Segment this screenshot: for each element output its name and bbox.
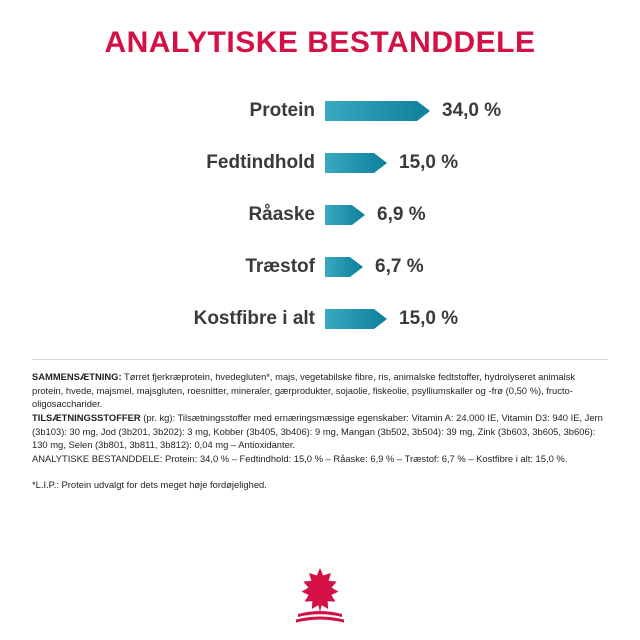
footnote: *L.I.P.: Protein udvalgt for dets meget høje fordøjelighed.: [32, 479, 267, 491]
arrow-bar-icon: [325, 309, 387, 329]
table-row: [40, 293, 600, 345]
arrow-bar-icon: [325, 101, 430, 121]
analysis-rows: [0, 85, 640, 345]
row-value: 15,0 %: [399, 308, 459, 329]
row-label: Kostfibre i alt: [193, 308, 315, 329]
bar-arrow-container: [325, 205, 365, 225]
table-row: [40, 241, 600, 293]
royal-canin-crown-logo: [0, 566, 640, 624]
crown-icon: [288, 566, 352, 624]
arrow-bar-icon: [325, 257, 363, 277]
additives-body: (pr. kg): Tilsætningsstoffer med ernæringsmæssige egenskaber: Vitamin A: 24.000 IE, Vitamin D3: 940 IE, Jern (3b103): 30 mg, Jod (3b201, 3b202): 3 mg, Kobber (3b405, 3b406): 9 mg, Mangan (3b502, 3b504): 39 mg, Zink (3b603, 3b605, 3b606): 130 mg, Selen (3b801, 3b811, 3b812): 0,04 mg – Antioxidanter.: [32, 411, 603, 451]
row-value: 15,0 %: [399, 152, 459, 173]
page-title: ANALYTISKE BESTANDDELE: [104, 26, 536, 59]
row-value: 6,7 %: [375, 256, 424, 277]
row-label: Råaske: [248, 204, 315, 225]
row-value: 6,9 %: [377, 204, 426, 225]
table-row: [40, 189, 600, 241]
composition-block: [0, 360, 640, 465]
bar-arrow-container: [325, 309, 387, 329]
row-label: Protein: [249, 100, 315, 121]
bar-arrow-container: [325, 101, 430, 121]
additives-heading: TILSÆTNINGSSTOFFER: [32, 411, 141, 423]
table-row: [40, 137, 600, 189]
row-value: 34,0 %: [442, 100, 502, 121]
arrow-bar-icon: [325, 205, 365, 225]
table-row: [40, 85, 600, 137]
additives-paragraph: [32, 411, 608, 452]
composition-paragraph: [32, 370, 608, 411]
composition-body: Tørret fjerkræprotein, hvedegluten*, majs, vegetabilske fibre, ris, animalske fedtstoffer, hydrolyseret animalsk protein, hvede, majsmel, majsgluten, roesnitter, mineraler, gærprodukter, sojaolie, fiskeolie, psylliumskaller og -frø (0,50 %), fructo-oligosaccharider.: [32, 371, 576, 410]
bar-arrow-container: [325, 153, 387, 173]
bar-arrow-container: [325, 257, 363, 277]
row-label: Fedtindhold: [206, 152, 315, 173]
composition-heading: SAMMENSÆTNING:: [32, 371, 122, 382]
row-label: Træstof: [245, 256, 315, 277]
arrow-bar-icon: [325, 153, 387, 173]
analysis-summary-line: ANALYTISKE BESTANDDELE: Protein: 34,0 % – Fedtindhold: 15,0 % – Råaske: 6,9 % – Træstof: 6,7 % – Kostfibre i alt: 15,0 %.: [32, 452, 568, 464]
